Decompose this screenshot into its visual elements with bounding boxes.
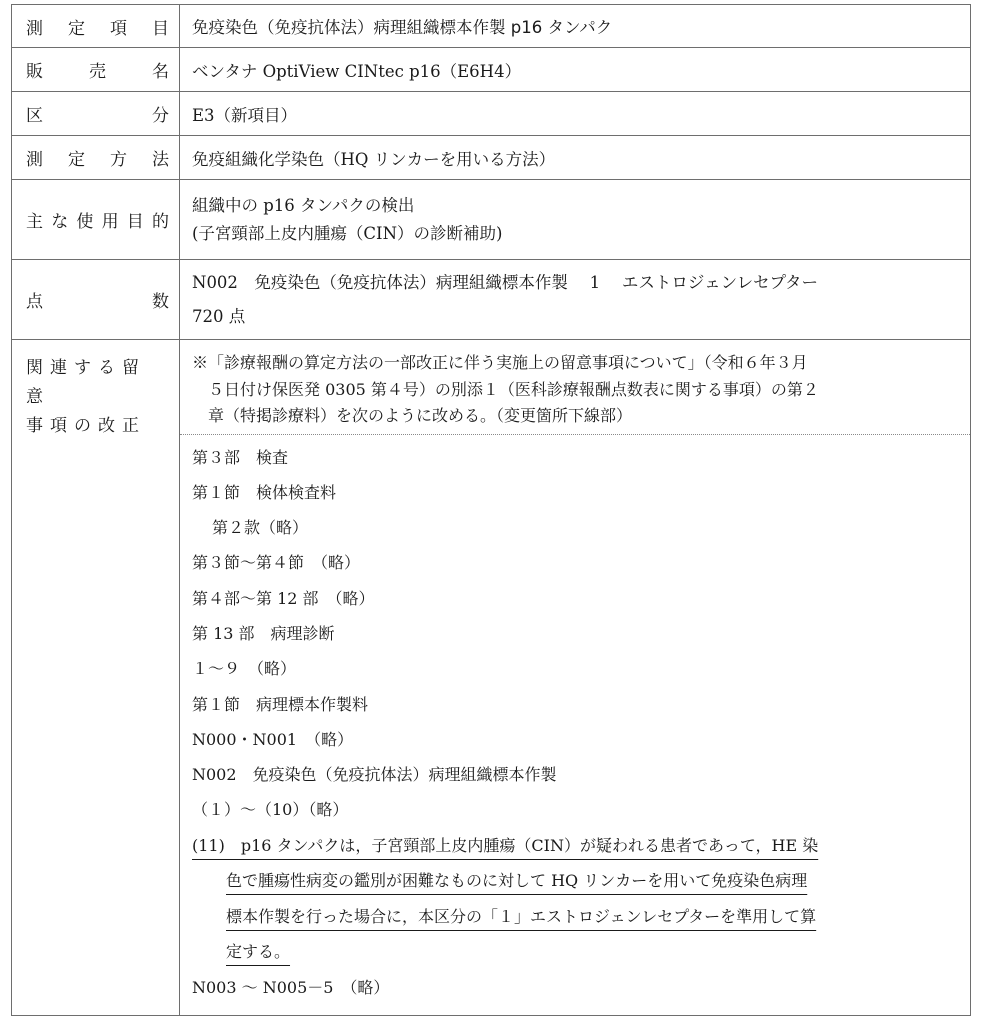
label-char: 区 xyxy=(26,106,43,126)
purpose-line: (子宮頸部上皮内腫瘍（CIN）の診断補助) xyxy=(192,223,503,243)
body-line: N000・N001 （略） xyxy=(192,729,354,749)
label-method xyxy=(12,136,180,180)
purpose-line: 組織中の p16 タンパクの検出 xyxy=(192,195,415,215)
body-line: 第１節 病理標本作製料 xyxy=(192,694,369,714)
body-line: １～９ （略） xyxy=(192,659,297,679)
notes-label-line: 事項の改正 xyxy=(26,416,146,436)
label-char: 使 xyxy=(76,212,94,232)
value-product: ベンタナ OptiView CINtec p16（E6H4） xyxy=(180,48,971,92)
label-purpose xyxy=(12,180,180,260)
notice-line: ５日付け保医発 0305 第４号）の別添１（医科診療報酬点数表に関する事項）の第２ xyxy=(192,379,819,399)
label-char: 目 xyxy=(152,18,169,39)
label-char: 測 xyxy=(26,150,43,170)
value-notes xyxy=(180,340,971,1016)
label-char: 定 xyxy=(68,150,85,170)
notice-line: 章（特掲診療料）を次のように改める。（変更箇所下線部） xyxy=(192,406,633,425)
body-line: 第４部～第 12 部 （略） xyxy=(192,588,375,608)
body-line: 第 13 部 病理診断 xyxy=(192,623,335,643)
amendment-text: 標本作製を行った場合に，本区分の「１」エストロジェンレセプターを準用して算 xyxy=(226,906,817,926)
body-line: 第３部 検査 xyxy=(192,447,289,467)
label-product xyxy=(12,48,180,92)
amendment-body xyxy=(180,435,970,1016)
label-char: 売 xyxy=(89,62,106,82)
label-char: 測 xyxy=(26,18,43,39)
label-char: 分 xyxy=(152,106,169,126)
value-method: 免疫組織化学染色（HQ リンカーを用いる方法） xyxy=(180,136,971,180)
label-char: な xyxy=(51,212,69,232)
value-purpose xyxy=(180,180,971,260)
label-char: 名 xyxy=(152,62,169,82)
label-char: 数 xyxy=(152,292,169,312)
row-category xyxy=(12,92,971,136)
body-line: （１）～（10）（略） xyxy=(192,800,349,820)
row-purpose xyxy=(12,180,971,260)
label-item xyxy=(12,5,180,48)
label-points xyxy=(12,260,180,340)
underlined-amendment-line xyxy=(192,934,958,970)
label-char: 目 xyxy=(126,212,144,232)
label-char: 定 xyxy=(68,18,85,39)
label-notes xyxy=(12,340,180,1016)
underlined-amendment-line xyxy=(192,899,958,935)
label-char: 用 xyxy=(101,212,119,232)
notice-line: ※「診療報酬の算定方法の一部改正に伴う実施上の留意事項について」（令和６年３月 xyxy=(192,353,808,372)
label-char: 販 xyxy=(26,62,43,82)
label-char: 的 xyxy=(151,212,169,232)
row-item xyxy=(12,5,971,48)
notice-block xyxy=(180,340,970,435)
value-points xyxy=(180,260,971,340)
amendment-text: 色で腫瘍性病変の鑑別が困難なものに対して HQ リンカーを用いて免疫染色病理 xyxy=(226,871,808,891)
underlined-amendment-line xyxy=(192,863,958,899)
points-line: N002 免疫染色（免疫抗体法）病理組織標本作製 1 エストロジェンレセプター xyxy=(192,272,819,292)
row-notes xyxy=(12,340,971,1016)
label-category xyxy=(12,92,180,136)
document-table xyxy=(11,4,971,1016)
amendment-text: (11) p16 タンパクは，子宮頸部上皮内腫瘍（CIN）が疑われる患者であって，HE 染 xyxy=(192,835,819,855)
label-char: 方 xyxy=(110,150,127,170)
label-char: 点 xyxy=(26,292,43,312)
body-line: 第１節 検体検査料 xyxy=(192,482,337,502)
value-item: 免疫染色（免疫抗体法）病理組織標本作製 p16 タンパク xyxy=(180,5,971,48)
label-char: 項 xyxy=(110,18,127,39)
row-method xyxy=(12,136,971,180)
row-product xyxy=(12,48,971,92)
amendment-text: 定する。 xyxy=(226,942,291,962)
row-points xyxy=(12,260,971,340)
points-line: 720 点 xyxy=(192,306,246,326)
notes-label-line: 関連する留意 xyxy=(26,358,146,407)
body-line: 第２款（略） xyxy=(212,518,309,538)
label-char: 法 xyxy=(152,150,169,170)
underlined-amendment-line xyxy=(192,828,958,864)
label-char: 主 xyxy=(26,212,43,232)
body-line: 第３節～第４節 （略） xyxy=(192,553,361,573)
body-line: N002 免疫染色（免疫抗体法）病理組織標本作製 xyxy=(192,765,557,785)
body-line: N003 ～ N005－5 （略） xyxy=(192,977,390,997)
value-category: E3（新項目） xyxy=(180,92,971,136)
